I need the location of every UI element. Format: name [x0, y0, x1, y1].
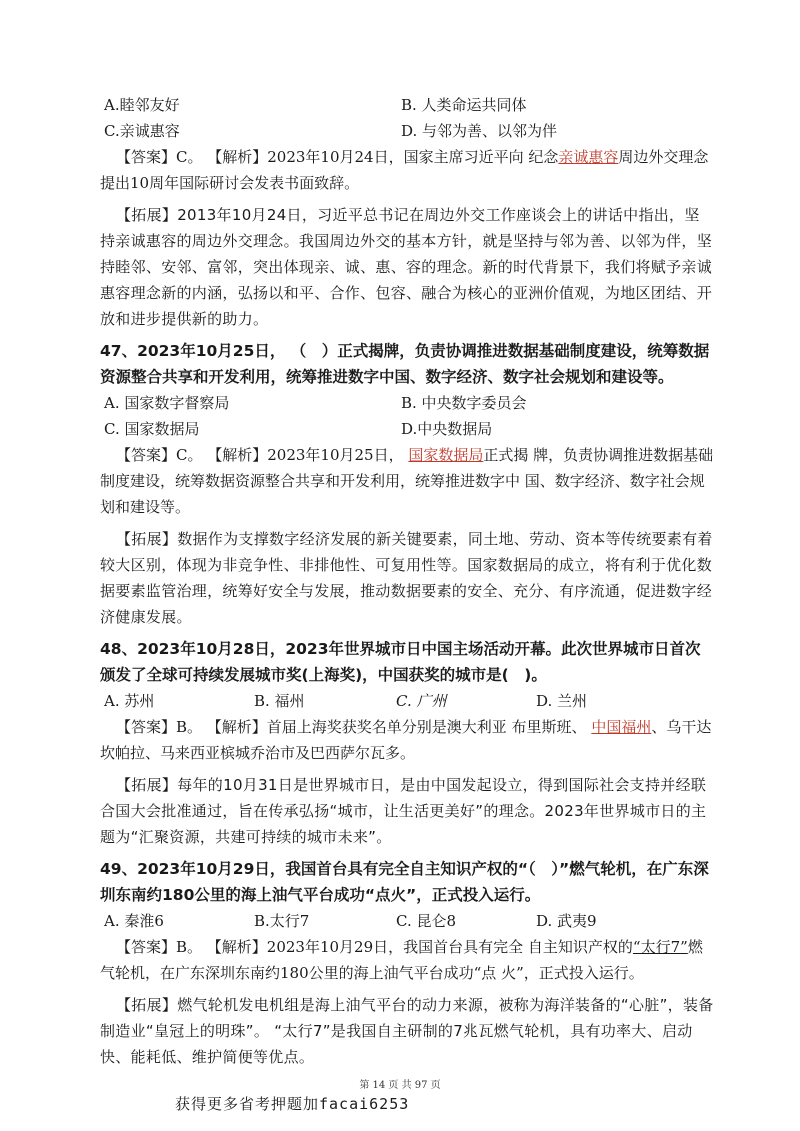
q47-answer: 【答案】C。 【解析】2023年10月25日， 国家数据局正式揭 牌，负责协调推进数据基础制度建设，统筹数据资源整合共享和开发利用，统筹推进数字中 国、数字经济、数字社会规划和建设等。: [100, 446, 714, 516]
q47-options: [104, 390, 714, 442]
q49-option-d: D. 武夷9: [536, 912, 597, 930]
q48-option-b: B. 福州: [254, 692, 305, 710]
q46-option-d: D. 与邻为善、以邻为伴: [401, 122, 558, 140]
q48-question: 48、2023年10月28日，2023年世界城市日中国主场活动开幕。此次世界城市日首次颁发了全球可持续发展城市奖(上海奖)，中国获奖的城市是( )。: [100, 640, 701, 684]
q46-answer: 【答案】C。 【解析】2023年10月24日，国家主席习近平向 纪念亲诚惠容周边外交理念提出10周年国际研讨会发表书面致辞。: [100, 148, 709, 192]
q48-extension: 【拓展】每年的10月31日是世界城市日，是由中国发起设立，得到国际社会支持并经联合国大会批准通过，旨在传承弘扬“城市，让生活更美好”的理念。2023年世界城市日的主题为“汇聚资源，共建可持续的城市未来”。: [100, 776, 707, 846]
q48-option-d: D. 兰州: [536, 692, 588, 710]
q49-answer: 【答案】B。 【解析】2023年10月29日，我国首台具有完全 自主知识产权的“太行7”燃气轮机，在广东深圳东南约180公里的海上油气平台成功“点 火”，正式投入运行。: [100, 938, 703, 982]
q47-answer-highlight: 国家数据局: [408, 446, 484, 464]
q49-answer-highlight: “太行7”: [632, 938, 688, 956]
page-number: 第 14 页 共 97 页: [359, 1080, 441, 1091]
q48-option-c: C. 广州: [396, 692, 447, 710]
q49-extension: 【拓展】燃气轮机发电机组是海上油气平台的动力来源，被称为海洋装备的“心脏”，装备制造业“皇冠上的明珠”。 “太行7”是我国自主研制的7兆瓦燃气轮机，具有功率大、启动快、能耗低、维护简便等优点。: [100, 996, 714, 1066]
promo-text: 获得更多省考押题加facai6253: [175, 1095, 410, 1113]
q48-answer: 【答案】B。 【解析】首届上海奖获奖名单分别是澳大利亚 布里斯班、 中国福州、乌干达坎帕拉、马来西亚槟城乔治市及巴西萨尔瓦多。: [100, 718, 712, 762]
q47-option-c: C. 国家数据局: [104, 420, 200, 438]
q47-option-d: D.中央数据局: [401, 420, 493, 438]
q48-answer-highlight: 中国福州: [591, 718, 652, 736]
q46-option-c: C.亲诚惠容: [104, 122, 180, 140]
q49-option-b: B.太行7: [254, 912, 310, 930]
q46-option-a: A.睦邻友好: [104, 96, 180, 114]
q46-options: [104, 92, 714, 144]
q46-extension: 【拓展】2013年10月24日，习近平总书记在周边外交工作座谈会上的讲话中指出，坚持亲诚惠容的周边外交理念。我国周边外交的基本方针，就是坚持与邻为善、以邻为伴，坚持睦邻、安邻、富邻，突出体现亲、诚、惠、容的理念。新的时代背景下，我们将赋予亲诚惠容理念新的内涵，弘扬以和平、合作、包容、融合为核心的亚洲价值观，为地区团结、开放和进步提供新的助力。: [100, 206, 713, 328]
q48-options: [104, 688, 714, 714]
q49-option-a: A. 秦淮6: [104, 912, 164, 930]
q46-option-b: B. 人类命运共同体: [401, 96, 527, 114]
q47-extension: 【拓展】数据作为支撑数字经济发展的新关键要素，同土地、劳动、资本等传统要素有着较大区别，体现为非竞争性、非排他性、可复用性等。国家数据局的成立，将有利于优化数据要素监管治理，统筹好安全与发展，推动数据要素的安全、充分、有序流通，促进数字经济健康发展。: [100, 530, 713, 626]
q48-option-a: A. 苏州: [104, 692, 155, 710]
q47-question: 47、2023年10月25日， （ ）正式揭牌，负责协调推进数据基础制度建设，统筹数据资源整合共享和开发利用，统筹推进数字中国、数字经济、数字社会规划和建设等。: [100, 342, 710, 386]
q49-question: 49、2023年10月29日，我国首台具有完全自主知识产权的“（ ）”燃气轮机，在广东深圳东南约180公里的海上油气平台成功“点火”，正式投入运行。: [100, 860, 709, 904]
q49-options: [104, 908, 714, 934]
q47-option-a: A. 国家数字督察局: [104, 394, 230, 412]
q46-answer-highlight: 亲诚惠容: [558, 148, 619, 166]
page-content: [100, 92, 714, 1070]
q49-option-c: C. 昆仑8: [396, 912, 457, 930]
q47-option-b: B. 中央数字委员会: [401, 394, 527, 412]
